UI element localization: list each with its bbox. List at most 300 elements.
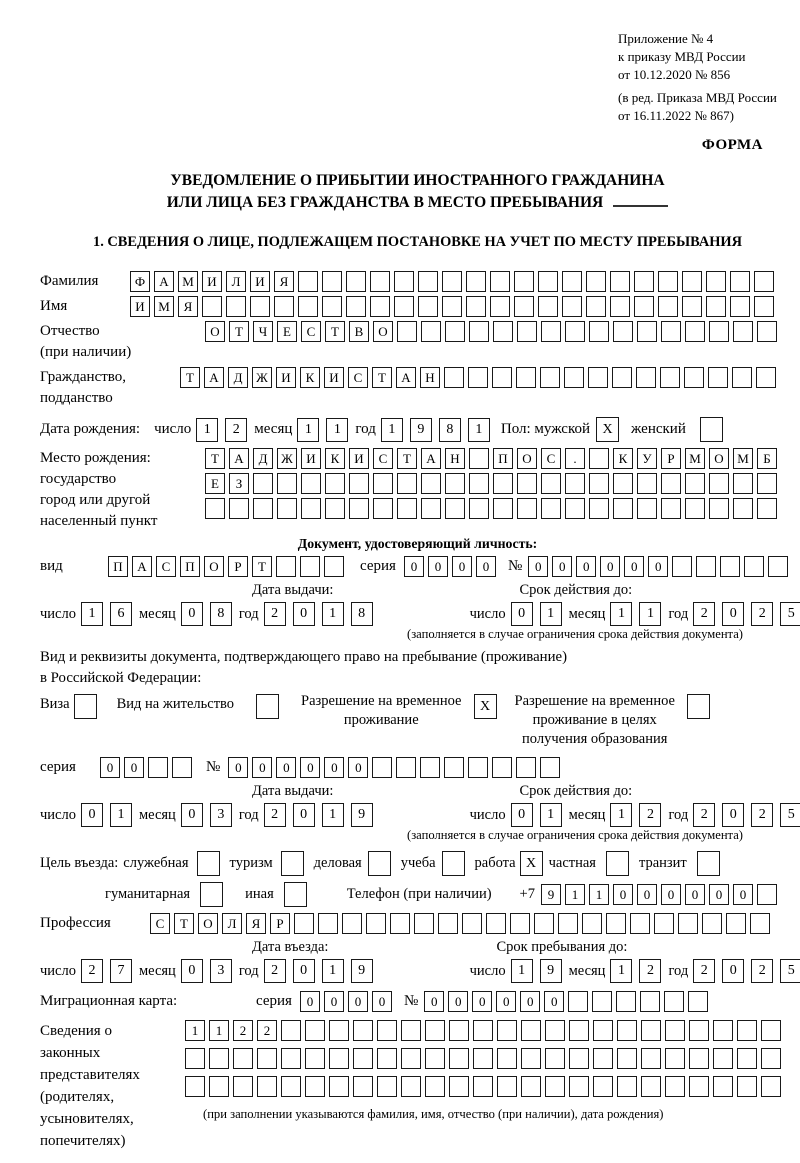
char-cell[interactable]: 0 bbox=[372, 991, 392, 1012]
char-cell[interactable]: 0 bbox=[476, 556, 496, 577]
char-cell[interactable] bbox=[684, 367, 704, 388]
char-cell[interactable]: 6 bbox=[110, 602, 132, 626]
char-cell[interactable] bbox=[250, 296, 270, 317]
char-cell[interactable]: И bbox=[250, 271, 270, 292]
char-cell[interactable] bbox=[757, 498, 777, 519]
char-cell[interactable] bbox=[664, 991, 684, 1012]
char-cell[interactable] bbox=[469, 498, 489, 519]
char-cell[interactable]: 0 bbox=[293, 959, 315, 983]
char-cell[interactable] bbox=[708, 367, 728, 388]
char-cell[interactable] bbox=[732, 367, 752, 388]
char-cell[interactable]: 0 bbox=[661, 884, 681, 905]
char-cell[interactable]: 1 bbox=[297, 418, 319, 442]
char-cell[interactable]: Н bbox=[420, 367, 440, 388]
char-cell[interactable]: Т bbox=[229, 321, 249, 342]
char-cell[interactable] bbox=[689, 1048, 709, 1069]
char-cell[interactable] bbox=[401, 1076, 421, 1097]
char-cell[interactable]: Т bbox=[325, 321, 345, 342]
char-cell[interactable]: 0 bbox=[252, 757, 272, 778]
char-cell[interactable]: Ч bbox=[253, 321, 273, 342]
char-cell[interactable]: 0 bbox=[448, 991, 468, 1012]
char-cell[interactable]: 0 bbox=[722, 959, 744, 983]
char-cell[interactable]: А bbox=[204, 367, 224, 388]
char-cell[interactable] bbox=[589, 448, 609, 469]
char-cell[interactable] bbox=[300, 556, 320, 577]
char-cell[interactable] bbox=[685, 473, 705, 494]
char-cell[interactable] bbox=[733, 473, 753, 494]
checkbox-transit[interactable] bbox=[697, 851, 720, 876]
char-cell[interactable]: А bbox=[132, 556, 152, 577]
char-cell[interactable] bbox=[545, 1048, 565, 1069]
char-cell[interactable] bbox=[562, 296, 582, 317]
char-cell[interactable] bbox=[761, 1076, 781, 1097]
char-cell[interactable] bbox=[322, 271, 342, 292]
char-cell[interactable]: 0 bbox=[544, 991, 564, 1012]
char-cell[interactable] bbox=[185, 1048, 205, 1069]
checkbox-humanitarian[interactable] bbox=[200, 882, 223, 907]
char-cell[interactable] bbox=[593, 1020, 613, 1041]
char-cell[interactable] bbox=[754, 296, 774, 317]
char-cell[interactable] bbox=[281, 1048, 301, 1069]
char-cell[interactable] bbox=[654, 913, 674, 934]
char-cell[interactable] bbox=[449, 1048, 469, 1069]
char-cell[interactable] bbox=[473, 1076, 493, 1097]
char-cell[interactable]: Т bbox=[205, 448, 225, 469]
char-cell[interactable] bbox=[493, 473, 513, 494]
char-cell[interactable] bbox=[276, 556, 296, 577]
char-cell[interactable] bbox=[353, 1048, 373, 1069]
char-cell[interactable] bbox=[617, 1020, 637, 1041]
char-cell[interactable] bbox=[569, 1076, 589, 1097]
char-cell[interactable] bbox=[497, 1020, 517, 1041]
char-cell[interactable] bbox=[373, 473, 393, 494]
char-cell[interactable] bbox=[449, 1020, 469, 1041]
char-cell[interactable] bbox=[589, 321, 609, 342]
char-cell[interactable] bbox=[497, 1048, 517, 1069]
char-cell[interactable] bbox=[610, 271, 630, 292]
char-cell[interactable] bbox=[490, 271, 510, 292]
char-cell[interactable] bbox=[613, 321, 633, 342]
char-cell[interactable] bbox=[420, 757, 440, 778]
char-cell[interactable] bbox=[324, 556, 344, 577]
checkbox-temp-residence-edu[interactable] bbox=[687, 694, 710, 719]
char-cell[interactable] bbox=[277, 498, 297, 519]
char-cell[interactable]: 0 bbox=[124, 757, 144, 778]
char-cell[interactable]: С bbox=[373, 448, 393, 469]
char-cell[interactable] bbox=[641, 1076, 661, 1097]
char-cell[interactable]: 1 bbox=[610, 803, 632, 827]
char-cell[interactable]: 1 bbox=[322, 959, 344, 983]
char-cell[interactable] bbox=[521, 1076, 541, 1097]
char-cell[interactable]: М bbox=[178, 271, 198, 292]
char-cell[interactable]: 9 bbox=[351, 959, 373, 983]
char-cell[interactable] bbox=[346, 296, 366, 317]
char-cell[interactable]: В bbox=[349, 321, 369, 342]
char-cell[interactable] bbox=[202, 296, 222, 317]
char-cell[interactable] bbox=[540, 757, 560, 778]
char-cell[interactable] bbox=[540, 367, 560, 388]
char-cell[interactable] bbox=[490, 296, 510, 317]
checkbox-business[interactable] bbox=[368, 851, 391, 876]
char-cell[interactable] bbox=[757, 473, 777, 494]
char-cell[interactable]: 0 bbox=[293, 803, 315, 827]
char-cell[interactable] bbox=[534, 913, 554, 934]
char-cell[interactable] bbox=[754, 271, 774, 292]
char-cell[interactable] bbox=[421, 473, 441, 494]
char-cell[interactable] bbox=[768, 556, 788, 577]
char-cell[interactable] bbox=[349, 473, 369, 494]
char-cell[interactable]: 9 bbox=[351, 803, 373, 827]
char-cell[interactable] bbox=[442, 296, 462, 317]
char-cell[interactable]: С bbox=[301, 321, 321, 342]
char-cell[interactable]: Е bbox=[205, 473, 225, 494]
char-cell[interactable] bbox=[414, 913, 434, 934]
char-cell[interactable] bbox=[473, 1048, 493, 1069]
char-cell[interactable] bbox=[538, 271, 558, 292]
char-cell[interactable]: О bbox=[517, 448, 537, 469]
char-cell[interactable] bbox=[634, 296, 654, 317]
char-cell[interactable]: 2 bbox=[639, 959, 661, 983]
char-cell[interactable] bbox=[421, 498, 441, 519]
char-cell[interactable]: О bbox=[198, 913, 218, 934]
char-cell[interactable] bbox=[606, 913, 626, 934]
char-cell[interactable]: О bbox=[204, 556, 224, 577]
char-cell[interactable]: 0 bbox=[528, 556, 548, 577]
char-cell[interactable] bbox=[640, 991, 660, 1012]
char-cell[interactable] bbox=[630, 913, 650, 934]
checkbox-visa[interactable] bbox=[74, 694, 97, 719]
char-cell[interactable] bbox=[737, 1076, 757, 1097]
char-cell[interactable] bbox=[706, 296, 726, 317]
char-cell[interactable]: 2 bbox=[751, 602, 773, 626]
char-cell[interactable]: 8 bbox=[439, 418, 461, 442]
char-cell[interactable] bbox=[401, 1048, 421, 1069]
char-cell[interactable]: 1 bbox=[468, 418, 490, 442]
char-cell[interactable] bbox=[660, 367, 680, 388]
char-cell[interactable] bbox=[298, 296, 318, 317]
char-cell[interactable] bbox=[757, 321, 777, 342]
char-cell[interactable] bbox=[172, 757, 192, 778]
char-cell[interactable] bbox=[665, 1076, 685, 1097]
char-cell[interactable]: И bbox=[202, 271, 222, 292]
char-cell[interactable] bbox=[593, 1076, 613, 1097]
char-cell[interactable] bbox=[558, 913, 578, 934]
char-cell[interactable]: 0 bbox=[348, 757, 368, 778]
char-cell[interactable]: К bbox=[613, 448, 633, 469]
char-cell[interactable]: 5 bbox=[780, 602, 800, 626]
char-cell[interactable] bbox=[353, 1020, 373, 1041]
char-cell[interactable]: 1 bbox=[322, 602, 344, 626]
char-cell[interactable] bbox=[588, 367, 608, 388]
char-cell[interactable] bbox=[637, 498, 657, 519]
char-cell[interactable]: 0 bbox=[709, 884, 729, 905]
char-cell[interactable] bbox=[685, 321, 705, 342]
char-cell[interactable] bbox=[592, 991, 612, 1012]
char-cell[interactable]: 1 bbox=[639, 602, 661, 626]
char-cell[interactable] bbox=[637, 321, 657, 342]
char-cell[interactable]: 0 bbox=[576, 556, 596, 577]
char-cell[interactable]: 0 bbox=[428, 556, 448, 577]
char-cell[interactable] bbox=[517, 473, 537, 494]
char-cell[interactable] bbox=[688, 991, 708, 1012]
char-cell[interactable] bbox=[325, 473, 345, 494]
char-cell[interactable]: М bbox=[733, 448, 753, 469]
char-cell[interactable]: С bbox=[541, 448, 561, 469]
char-cell[interactable]: 0 bbox=[511, 803, 533, 827]
char-cell[interactable] bbox=[438, 913, 458, 934]
char-cell[interactable]: Д bbox=[253, 448, 273, 469]
char-cell[interactable]: 0 bbox=[685, 884, 705, 905]
char-cell[interactable] bbox=[148, 757, 168, 778]
char-cell[interactable]: 1 bbox=[81, 602, 103, 626]
char-cell[interactable]: М bbox=[154, 296, 174, 317]
checkbox-other[interactable] bbox=[284, 882, 307, 907]
char-cell[interactable]: 0 bbox=[511, 602, 533, 626]
char-cell[interactable]: 0 bbox=[496, 991, 516, 1012]
char-cell[interactable] bbox=[510, 913, 530, 934]
char-cell[interactable] bbox=[617, 1048, 637, 1069]
char-cell[interactable]: 3 bbox=[210, 803, 232, 827]
char-cell[interactable] bbox=[301, 498, 321, 519]
char-cell[interactable]: У bbox=[637, 448, 657, 469]
char-cell[interactable]: И bbox=[276, 367, 296, 388]
char-cell[interactable] bbox=[274, 296, 294, 317]
char-cell[interactable]: 0 bbox=[637, 884, 657, 905]
char-cell[interactable] bbox=[521, 1048, 541, 1069]
char-cell[interactable] bbox=[709, 321, 729, 342]
char-cell[interactable] bbox=[305, 1020, 325, 1041]
char-cell[interactable]: 0 bbox=[181, 602, 203, 626]
char-cell[interactable] bbox=[737, 1048, 757, 1069]
char-cell[interactable]: 0 bbox=[81, 803, 103, 827]
char-cell[interactable]: О bbox=[709, 448, 729, 469]
char-cell[interactable] bbox=[425, 1020, 445, 1041]
char-cell[interactable] bbox=[612, 367, 632, 388]
char-cell[interactable] bbox=[373, 498, 393, 519]
char-cell[interactable] bbox=[298, 271, 318, 292]
char-cell[interactable]: Р bbox=[270, 913, 290, 934]
char-cell[interactable] bbox=[233, 1048, 253, 1069]
checkbox-residence-permit[interactable] bbox=[256, 694, 279, 719]
char-cell[interactable] bbox=[565, 498, 585, 519]
char-cell[interactable]: 1 bbox=[381, 418, 403, 442]
char-cell[interactable] bbox=[541, 321, 561, 342]
char-cell[interactable]: С bbox=[150, 913, 170, 934]
checkbox-work[interactable]: X bbox=[520, 851, 543, 876]
char-cell[interactable] bbox=[516, 757, 536, 778]
char-cell[interactable] bbox=[469, 448, 489, 469]
char-cell[interactable] bbox=[418, 296, 438, 317]
char-cell[interactable]: С bbox=[348, 367, 368, 388]
char-cell[interactable]: 0 bbox=[552, 556, 572, 577]
char-cell[interactable] bbox=[444, 367, 464, 388]
char-cell[interactable]: Т bbox=[174, 913, 194, 934]
char-cell[interactable] bbox=[449, 1076, 469, 1097]
char-cell[interactable] bbox=[737, 1020, 757, 1041]
char-cell[interactable] bbox=[757, 884, 777, 905]
char-cell[interactable] bbox=[468, 367, 488, 388]
char-cell[interactable]: 9 bbox=[541, 884, 561, 905]
char-cell[interactable] bbox=[397, 473, 417, 494]
char-cell[interactable] bbox=[730, 271, 750, 292]
char-cell[interactable] bbox=[349, 498, 369, 519]
char-cell[interactable]: 0 bbox=[300, 757, 320, 778]
char-cell[interactable] bbox=[565, 321, 585, 342]
char-cell[interactable] bbox=[613, 498, 633, 519]
char-cell[interactable]: 0 bbox=[722, 602, 744, 626]
char-cell[interactable]: 1 bbox=[511, 959, 533, 983]
char-cell[interactable] bbox=[665, 1048, 685, 1069]
char-cell[interactable] bbox=[445, 473, 465, 494]
char-cell[interactable]: О bbox=[373, 321, 393, 342]
char-cell[interactable] bbox=[665, 1020, 685, 1041]
char-cell[interactable]: 2 bbox=[225, 418, 247, 442]
checkbox-official[interactable] bbox=[197, 851, 220, 876]
char-cell[interactable]: 0 bbox=[181, 803, 203, 827]
char-cell[interactable] bbox=[636, 367, 656, 388]
char-cell[interactable] bbox=[370, 271, 390, 292]
char-cell[interactable]: А bbox=[396, 367, 416, 388]
char-cell[interactable]: 2 bbox=[81, 959, 103, 983]
char-cell[interactable] bbox=[305, 1048, 325, 1069]
char-cell[interactable] bbox=[342, 913, 362, 934]
char-cell[interactable] bbox=[421, 321, 441, 342]
char-cell[interactable]: П bbox=[493, 448, 513, 469]
char-cell[interactable] bbox=[445, 321, 465, 342]
char-cell[interactable]: Т bbox=[372, 367, 392, 388]
char-cell[interactable] bbox=[377, 1020, 397, 1041]
char-cell[interactable] bbox=[726, 913, 746, 934]
char-cell[interactable]: Б bbox=[757, 448, 777, 469]
char-cell[interactable] bbox=[562, 271, 582, 292]
char-cell[interactable] bbox=[610, 296, 630, 317]
char-cell[interactable] bbox=[744, 556, 764, 577]
char-cell[interactable] bbox=[517, 321, 537, 342]
char-cell[interactable] bbox=[257, 1076, 277, 1097]
char-cell[interactable] bbox=[616, 991, 636, 1012]
char-cell[interactable] bbox=[586, 271, 606, 292]
char-cell[interactable] bbox=[661, 321, 681, 342]
char-cell[interactable]: П bbox=[108, 556, 128, 577]
char-cell[interactable] bbox=[661, 473, 681, 494]
char-cell[interactable] bbox=[658, 271, 678, 292]
char-cell[interactable] bbox=[689, 1076, 709, 1097]
char-cell[interactable] bbox=[617, 1076, 637, 1097]
char-cell[interactable]: 2 bbox=[693, 602, 715, 626]
char-cell[interactable]: 0 bbox=[293, 602, 315, 626]
char-cell[interactable] bbox=[613, 473, 633, 494]
char-cell[interactable] bbox=[209, 1048, 229, 1069]
char-cell[interactable]: 9 bbox=[540, 959, 562, 983]
char-cell[interactable] bbox=[372, 757, 392, 778]
char-cell[interactable] bbox=[277, 473, 297, 494]
char-cell[interactable]: 0 bbox=[624, 556, 644, 577]
char-cell[interactable] bbox=[346, 271, 366, 292]
char-cell[interactable]: Д bbox=[228, 367, 248, 388]
char-cell[interactable]: О bbox=[205, 321, 225, 342]
char-cell[interactable]: 0 bbox=[324, 991, 344, 1012]
char-cell[interactable] bbox=[761, 1020, 781, 1041]
char-cell[interactable] bbox=[396, 757, 416, 778]
char-cell[interactable] bbox=[377, 1076, 397, 1097]
char-cell[interactable] bbox=[492, 757, 512, 778]
char-cell[interactable] bbox=[329, 1048, 349, 1069]
char-cell[interactable]: И bbox=[324, 367, 344, 388]
char-cell[interactable] bbox=[750, 913, 770, 934]
char-cell[interactable]: Я bbox=[274, 271, 294, 292]
char-cell[interactable] bbox=[370, 296, 390, 317]
char-cell[interactable] bbox=[678, 913, 698, 934]
char-cell[interactable] bbox=[702, 913, 722, 934]
char-cell[interactable]: 1 bbox=[565, 884, 585, 905]
char-cell[interactable]: 0 bbox=[424, 991, 444, 1012]
char-cell[interactable]: П bbox=[180, 556, 200, 577]
char-cell[interactable]: 5 bbox=[780, 959, 800, 983]
char-cell[interactable]: 1 bbox=[540, 803, 562, 827]
char-cell[interactable] bbox=[641, 1048, 661, 1069]
char-cell[interactable]: 2 bbox=[693, 803, 715, 827]
char-cell[interactable]: . bbox=[565, 448, 585, 469]
char-cell[interactable]: 2 bbox=[257, 1020, 277, 1041]
char-cell[interactable] bbox=[564, 367, 584, 388]
char-cell[interactable]: 2 bbox=[751, 959, 773, 983]
char-cell[interactable]: 0 bbox=[181, 959, 203, 983]
char-cell[interactable] bbox=[257, 1048, 277, 1069]
char-cell[interactable] bbox=[390, 913, 410, 934]
char-cell[interactable] bbox=[397, 498, 417, 519]
char-cell[interactable] bbox=[713, 1048, 733, 1069]
char-cell[interactable] bbox=[538, 296, 558, 317]
char-cell[interactable]: К bbox=[325, 448, 345, 469]
char-cell[interactable] bbox=[325, 498, 345, 519]
char-cell[interactable] bbox=[301, 473, 321, 494]
char-cell[interactable]: 1 bbox=[610, 959, 632, 983]
char-cell[interactable]: 9 bbox=[410, 418, 432, 442]
char-cell[interactable]: Ф bbox=[130, 271, 150, 292]
char-cell[interactable] bbox=[672, 556, 692, 577]
char-cell[interactable] bbox=[366, 913, 386, 934]
char-cell[interactable] bbox=[682, 296, 702, 317]
char-cell[interactable] bbox=[497, 1076, 517, 1097]
char-cell[interactable] bbox=[493, 498, 513, 519]
char-cell[interactable]: 1 bbox=[322, 803, 344, 827]
char-cell[interactable]: 1 bbox=[610, 602, 632, 626]
char-cell[interactable] bbox=[469, 321, 489, 342]
char-cell[interactable] bbox=[756, 367, 776, 388]
char-cell[interactable] bbox=[541, 498, 561, 519]
char-cell[interactable] bbox=[569, 1048, 589, 1069]
char-cell[interactable]: А bbox=[421, 448, 441, 469]
char-cell[interactable] bbox=[569, 1020, 589, 1041]
char-cell[interactable] bbox=[305, 1076, 325, 1097]
char-cell[interactable] bbox=[425, 1048, 445, 1069]
char-cell[interactable]: 8 bbox=[210, 602, 232, 626]
char-cell[interactable]: Ж bbox=[252, 367, 272, 388]
char-cell[interactable] bbox=[545, 1020, 565, 1041]
char-cell[interactable] bbox=[205, 498, 225, 519]
char-cell[interactable] bbox=[682, 271, 702, 292]
char-cell[interactable]: Я bbox=[246, 913, 266, 934]
char-cell[interactable]: З bbox=[229, 473, 249, 494]
char-cell[interactable]: Л bbox=[226, 271, 246, 292]
char-cell[interactable] bbox=[462, 913, 482, 934]
char-cell[interactable]: И bbox=[349, 448, 369, 469]
char-cell[interactable]: Е bbox=[277, 321, 297, 342]
char-cell[interactable] bbox=[318, 913, 338, 934]
char-cell[interactable] bbox=[377, 1048, 397, 1069]
char-cell[interactable] bbox=[568, 991, 588, 1012]
char-cell[interactable]: Т bbox=[397, 448, 417, 469]
